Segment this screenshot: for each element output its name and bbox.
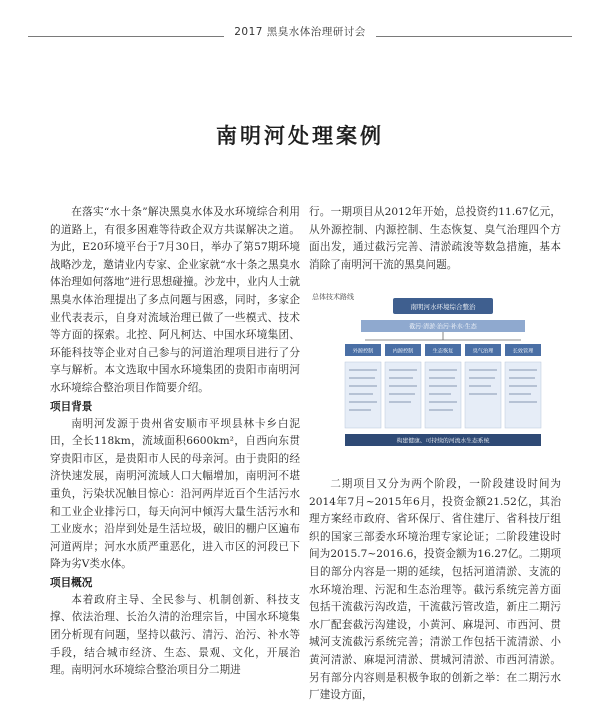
overview-paragraph: 本着政府主导、全民参与、机制创新、科技支撑、依法治理、长治久清的治理宗旨，中国水环境集团分析现有问题，坚持以截污、清污、治污、补水等手段，结合城市经济、生态、景观、文化，开展治理。南明河水环境综合整治项目分二期进 [50,593,300,677]
header-title [0,24,600,39]
detail-blocks [345,362,541,428]
intro-paragraph: 在落实“水十条”解决黑臭水体及水环境综合利用的道路上，有很多困难等待政企双方共谋解决之道。为此，E20环境平台于7月30日，举办了第57期环境战略沙龙，邀请业内专家、企业家就“水十条之黑臭水体治理如何落地”进行思想碰撞。沙龙中，业内人士就黑臭水体治理提出了多点问题与困惑，同时，多家企业代表表示，自身对流域治理已做了一些模式、技术等方面的探索。北控、阿凡柯达、中国水环境集团、环能科技等企业对自己参与的河道治理项目进行了分享与解析。本文选取中国水环境集团的贵阳市南明河水环境综合整治项目作简要介绍。 [50,206,300,394]
column-label: 臭气治理 [472,348,494,355]
background-paragraph: 南明河发源于贵州省安顺市平坝县林卡乡白泥田，全长118km，流域面积6600km²，自西向东贯穿贵阳市区，是贵阳市人民的母亲河。由于贵阳的经济快速发展，南明河流域人口大幅增加，南明河不堪重负，污染状况触目惊心：沿河两岸近百个生活污水和工业企业排污口，每天向河中倾泻大量生活污水和工业废水；沿岸到处是生活垃圾，破旧的棚户区遍布河道两岸；河水水质严重恶化，进入市区的河段已下降为劣Ⅴ类水体。 [50,417,300,571]
technical-route-figure [309,290,561,465]
bottom-banner-text: 构建健康、可持续的河流水生态系统 [396,438,490,445]
right-column-bottom [309,476,561,705]
running-header [0,0,600,60]
column-label: 长效管理 [512,348,534,355]
column-label: 生态恢复 [432,348,454,355]
article-title: 南明河处理案例 [216,123,384,148]
sub-banner-text: 截污·清淤·治污·补水·生态 [409,323,477,331]
phase-one-paragraph: 行。一期项目从2012年开始，总投资约11.67亿元，从外源控制、内源控制、生态恢复、臭气治理四个方面出发，通过截污完善、清淤疏浚等数急措施，基本消除了南明河干流的黑臭问题。 [309,206,561,271]
left-column [50,204,300,680]
column-group [345,344,541,356]
column-label: 外源控制 [352,348,374,355]
column-label: 内源控制 [392,348,414,355]
section-heading-overview: 项目概况 [50,576,93,589]
right-column-top [309,204,561,274]
top-banner-text: 南明河水环境综合整治 [410,303,476,311]
header-title-text: 2017 黑臭水体治理研讨会 [224,26,376,38]
route-diagram [309,290,561,465]
section-heading-background: 项目背景 [50,400,93,413]
phase-two-paragraph: 二期项目又分为两个阶段，一阶段建设时间为2014年7月~2015年6月，投资金额21.52亿，其治理方案经市政府、省环保厅、省住建厅、省科技厅组织的国家三部委水环境治理专家论证；二阶段建设时间为2015.7~2016.6，投资金额为16.27亿。二期项目的部分内容是一期的延续，包括河道清淤、支流的水环境治理、污泥和生态治理等。截污系统完善方面包括干流截污沟改造，干流截污管改造，新庄二期污水厂配套截污沟建设，小黄河、麻堤河、市西河、贯城河支流截污系统完善；清淤工作包括干流清淤、小黄河清淤、麻堤河清淤、贯城河清淤、市西河清淤。另有部分内容则是积极争取的创新之举：在二期污水厂建设方面， [309,478,561,702]
figure-caption: 总体技术路线 [312,293,354,301]
